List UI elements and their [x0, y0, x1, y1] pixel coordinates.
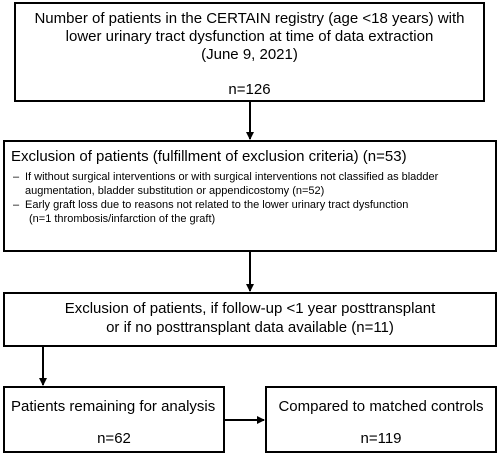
- criterion-1-line-2: augmentation, bladder substitution or appendicostomy (n=52): [25, 185, 325, 197]
- registry-line-3: (June 9, 2021): [201, 46, 298, 63]
- analysis-count: n=62: [97, 430, 131, 447]
- follow-up-line-2: or if no posttransplant data available (n=11): [106, 319, 394, 336]
- controls-title: Compared to matched controls: [278, 398, 484, 415]
- registry-line-1: Number of patients in the CERTAIN registry (age <18 years) with: [34, 10, 465, 27]
- exclusion-criteria-title: Exclusion of patients (fulfillment of exclusion criteria) (n=53): [11, 148, 407, 165]
- analysis-title: Patients remaining for analysis: [11, 398, 216, 415]
- registry-count: n=126: [228, 81, 271, 98]
- follow-up-line-1: Exclusion of patients, if follow-up <1 year posttransplant: [64, 300, 436, 317]
- criterion-2-line-2: (n=1 thrombosis/infarction of the graft): [29, 213, 216, 225]
- bullet-dash: –: [13, 171, 20, 183]
- criterion-2-line-1: Early graft loss due to reasons not related to the lower urinary tract dysfunction: [25, 199, 409, 211]
- registry-line-2: lower urinary tract dysfunction at time of data extraction: [65, 28, 434, 45]
- controls-count: n=119: [360, 430, 402, 447]
- criterion-1-line-1: If without surgical interventions or with surgical interventions not classified as bladder: [25, 171, 439, 183]
- bullet-dash: –: [13, 199, 20, 211]
